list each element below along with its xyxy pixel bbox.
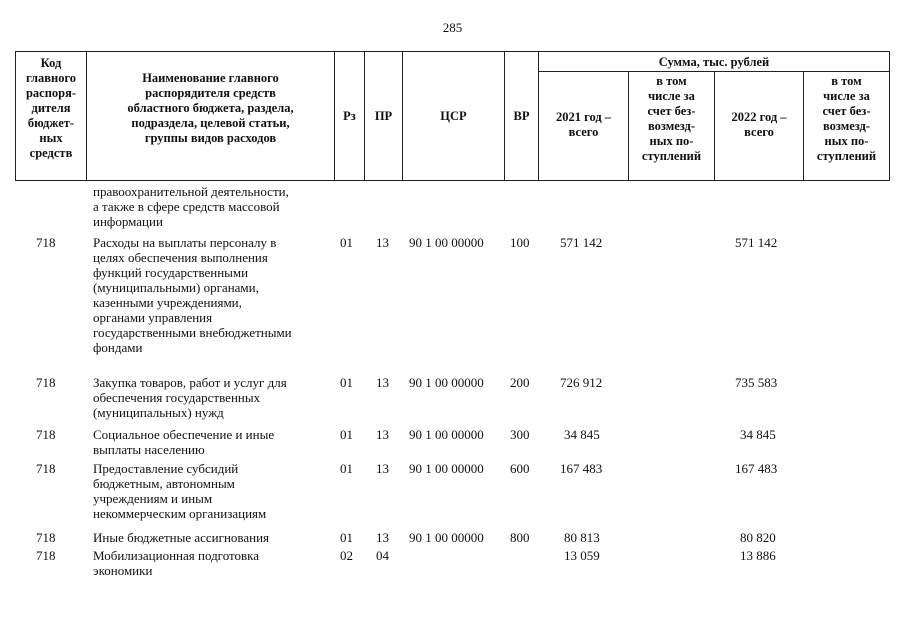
row-vr: 800 (510, 530, 530, 545)
row-pr: 13 (376, 235, 389, 250)
row-2022-total: 80 820 (740, 530, 776, 545)
header-sum-group: Сумма, тыс. рублей (658, 55, 770, 69)
header-csr: ЦСР (440, 109, 467, 123)
header-2021-gratuitous: в том числе за счет без- возмезд- ных по- ступлений (641, 74, 702, 163)
row-2022-total: 167 483 (735, 461, 778, 476)
row-name: Иные бюджетные ассигнования (93, 530, 270, 545)
row-rz: 02 (340, 548, 353, 563)
row-name: Социальное обеспечение и иные выплаты населению (93, 427, 275, 457)
row-2022-total: 34 845 (740, 427, 776, 442)
header-pr: ПР (374, 109, 393, 123)
row-code: 718 (36, 427, 56, 442)
header-name: Наименование главного распорядителя средств областного бюджета, раздела, подраздела, целевой статьи, группы видов расходов (127, 71, 294, 145)
row-vr: 200 (510, 375, 530, 390)
row-code: 718 (36, 548, 56, 563)
row-pr: 13 (376, 427, 389, 442)
header-vr: ВР (513, 109, 530, 123)
row-code: 718 (36, 530, 56, 545)
row-pr: 13 (376, 375, 389, 390)
row-rz: 01 (340, 530, 353, 545)
row-name: правоохранительной деятельности, а также в сфере средств массовой информации (93, 184, 289, 229)
row-2021-total: 34 845 (564, 427, 600, 442)
row-2022-total: 13 886 (740, 548, 776, 563)
row-pr: 13 (376, 530, 389, 545)
page-number: 285 (442, 20, 463, 35)
row-csr: 90 1 00 00000 (409, 427, 484, 442)
header-2022-gratuitous: в том числе за счет без- возмезд- ных по- ступлений (816, 74, 877, 163)
col-divider (889, 51, 890, 181)
row-vr: 600 (510, 461, 530, 476)
col-divider (86, 51, 87, 181)
row-code: 718 (36, 375, 56, 390)
row-2021-total: 13 059 (564, 548, 600, 563)
row-code: 718 (36, 461, 56, 476)
header-top-border (15, 51, 890, 52)
header-2021-total: 2021 год – всего (555, 110, 612, 139)
row-vr: 100 (510, 235, 530, 250)
row-name: Предоставление субсидий бюджетным, автономным учреждениям и иным некоммерческим организациям (93, 461, 267, 521)
header-rz: Рз (343, 109, 356, 123)
row-rz: 01 (340, 235, 353, 250)
row-csr: 90 1 00 00000 (409, 461, 484, 476)
row-vr: 300 (510, 427, 530, 442)
row-2022-total: 735 583 (735, 375, 778, 390)
row-2021-total: 167 483 (560, 461, 603, 476)
row-csr: 90 1 00 00000 (409, 235, 484, 250)
row-rz: 01 (340, 375, 353, 390)
row-name: Закупка товаров, работ и услуг для обеспечения государственных (муниципальных) нужд (93, 375, 287, 420)
row-csr: 90 1 00 00000 (409, 530, 484, 545)
row-rz: 01 (340, 461, 353, 476)
row-2022-total: 571 142 (735, 235, 778, 250)
row-2021-total: 80 813 (564, 530, 600, 545)
row-name: Расходы на выплаты персоналу в целях обеспечения выполнения функций государственными (муниципальными) органами, казенными учреждениями, органами управления государственными внебюджетными фондами (93, 235, 292, 355)
row-rz: 01 (340, 427, 353, 442)
header-bottom-border (15, 180, 890, 181)
header-2022-total: 2022 год – всего (731, 110, 787, 139)
row-2021-total: 571 142 (560, 235, 603, 250)
row-pr: 04 (376, 548, 389, 563)
row-name: Мобилизационная подготовка экономики (93, 548, 260, 578)
row-pr: 13 (376, 461, 389, 476)
row-csr: 90 1 00 00000 (409, 375, 484, 390)
row-code: 718 (36, 235, 56, 250)
header-code: Код главного распоря- дителя бюджет- ных средств (25, 56, 77, 160)
row-2021-total: 726 912 (560, 375, 603, 390)
